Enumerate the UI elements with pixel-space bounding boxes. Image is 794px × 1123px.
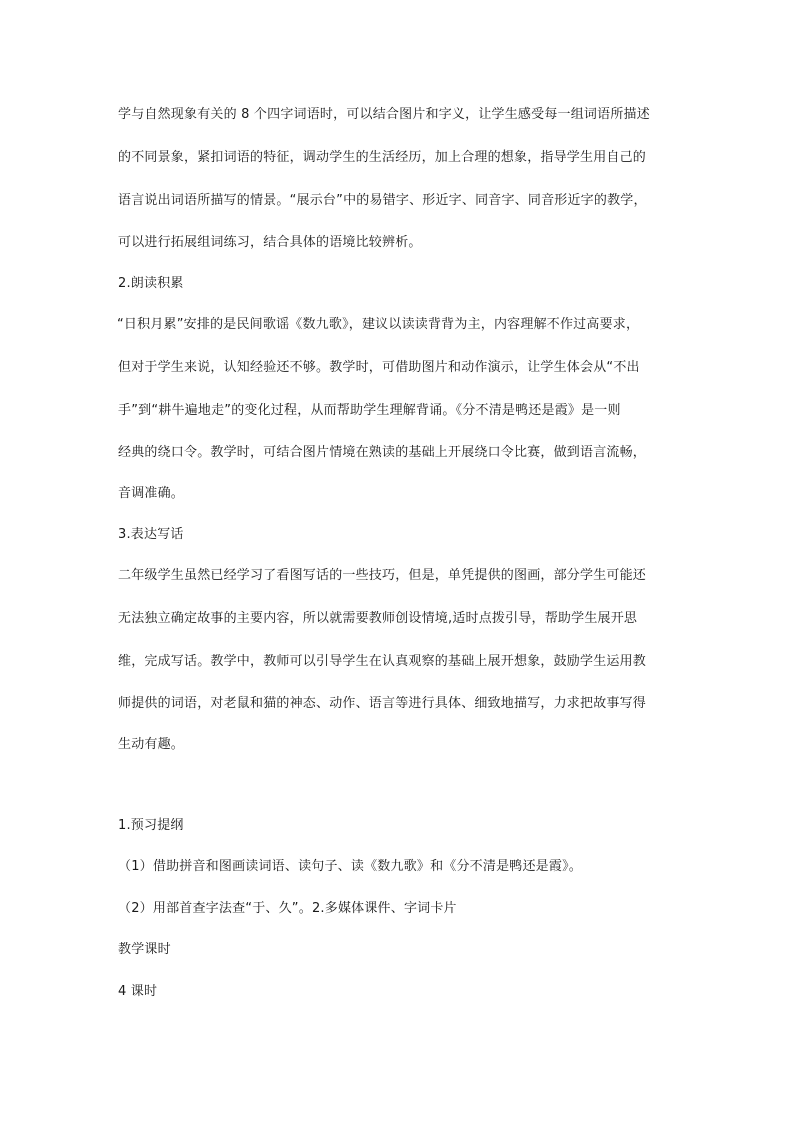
section-3-line-3: 维，完成写话。教学中，教师可以引导学生在认真观察的基础上展开想象，鼓励学生运用教 — [118, 654, 647, 669]
section-3-line-5: 生动有趣。 — [118, 737, 185, 752]
preview-heading: 1.预习提纲 — [118, 818, 184, 833]
section-2-line-1: “日积月累”安排的是民间歌谣《数九歌》，建议以读读背背为主，内容理解不作过高要求， — [117, 317, 640, 332]
section-2-line-4: 经典的绕口令。教学时，可结合图片情境在熟读的基础上开展绕口令比赛，做到语言流畅， — [118, 445, 647, 460]
section-3-line-4: 师提供的词语，对老鼠和猫的神态、动作、语言等进行具体、细致地描写，力求把故事写得 — [118, 696, 647, 711]
section-2-heading: 2.朗读积累 — [118, 276, 184, 291]
intro-line-3: 语言说出词语所描写的情景。“展示台”中的易错字、形近字、同音字、同音形近字的教学， — [118, 193, 647, 208]
section-2-line-3: 手”到“耕牛遍地走”的变化过程，从而帮助学生理解背诵。《分不清是鸭还是霞》是一则 — [118, 403, 621, 418]
preview-item-1: （1）借助拼音和图画读词语、读句子、读《数九歌》和《分不清是鸭还是霞》。 — [118, 859, 582, 874]
preview-item-2: （2）用部首查字法查“于、久”。2.多媒体课件、字词卡片 — [118, 901, 457, 916]
teaching-hours-value: 4 课时 — [118, 984, 158, 999]
section-3-heading: 3.表达写话 — [118, 527, 184, 542]
teaching-hours-label: 教学课时 — [118, 942, 171, 957]
intro-line-4: 可以进行拓展组词练习，结合具体的语境比较辨析。 — [118, 235, 422, 250]
section-3-line-2: 无法独立确定故事的主要内容，所以就需要教师创设情境,适时点拨引导，帮助学生展开思 — [118, 611, 638, 626]
section-2-line-5: 音调准确。 — [118, 486, 185, 501]
intro-line-1: 学与自然现象有关的 8 个四字词语时，可以结合图片和字义，让学生感受每一组词语所描述 — [118, 107, 650, 122]
section-2-line-2: 但对于学生来说，认知经验还不够。教学时，可借助图片和动作演示，让学生体会从“不出 — [118, 360, 640, 375]
section-3-line-1: 二年级学生虽然已经学习了看图写话的一些技巧，但是，单凭提供的图画，部分学生可能还 — [118, 568, 647, 583]
intro-line-2: 的不同景象，紧扣词语的特征，调动学生的生活经历，加上合理的想象，指导学生用自己的 — [118, 150, 647, 165]
